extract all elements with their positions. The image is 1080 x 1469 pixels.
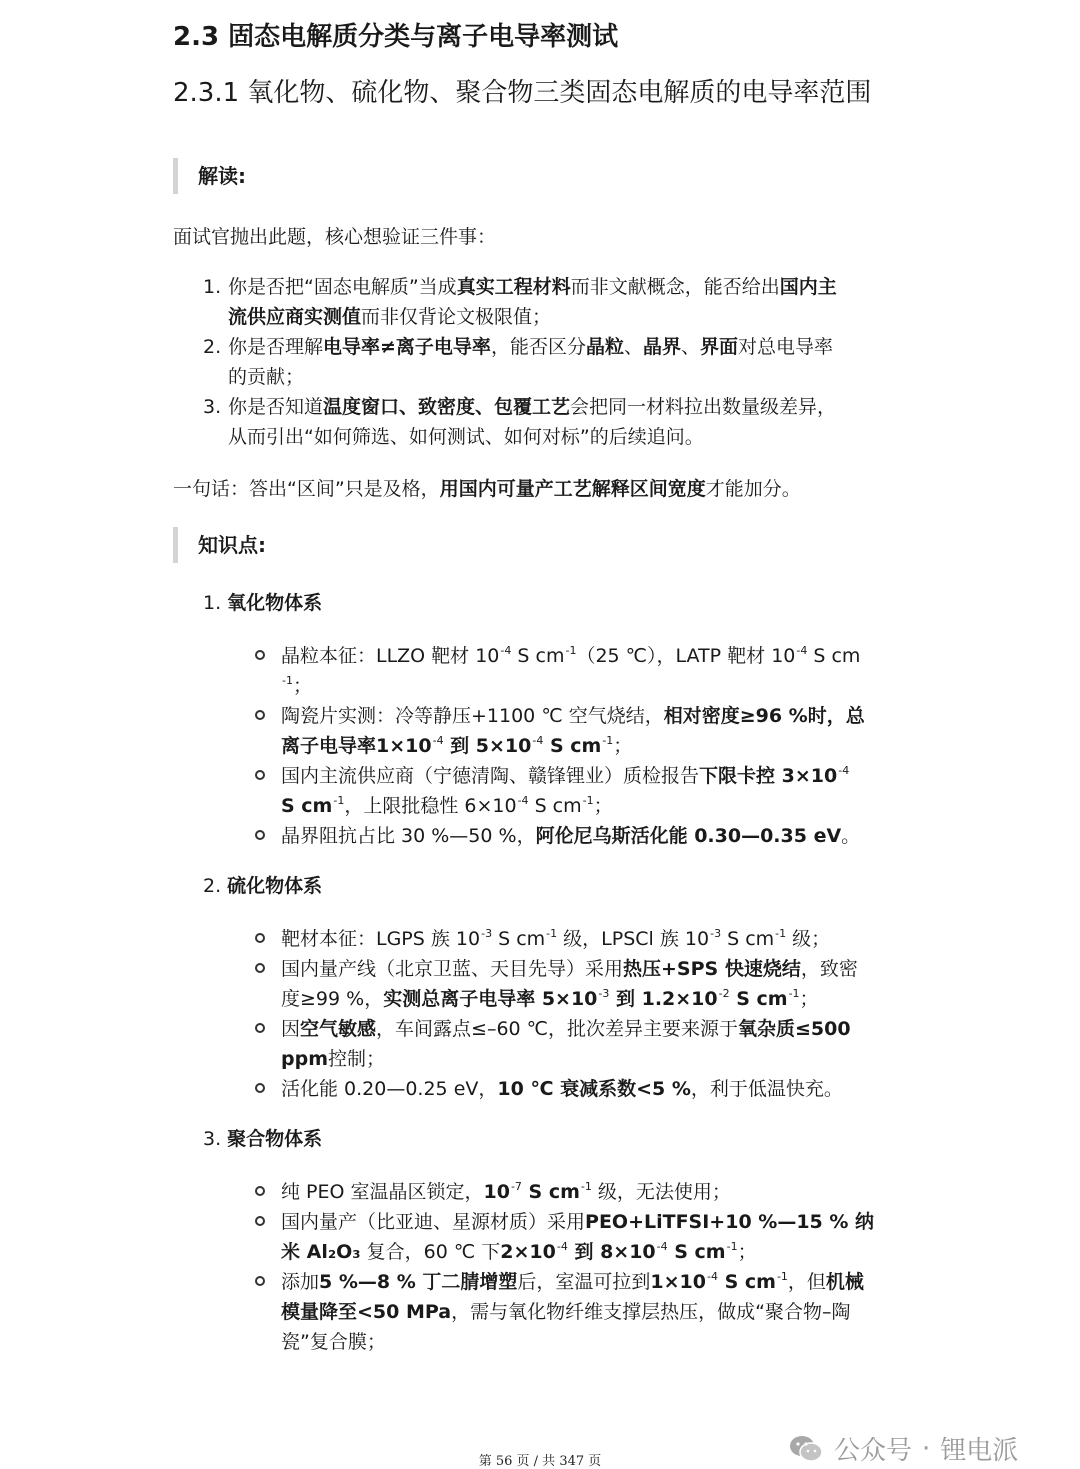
list-item [253, 924, 933, 954]
list-number: 2. [203, 336, 222, 358]
list-number: 1. [203, 276, 222, 298]
bullet-icon [255, 933, 265, 943]
list-text: 晶粒本征：LLZO 靶材 $10^{-4}$ S $cm^{-1}(25$ ℃），LATP 靶材 $10^{-4}$ S cm $^{-1}$； [281, 644, 861, 697]
list-item [253, 761, 933, 821]
section-heading: 2.3 固态电解质分类与离子电导率测试 [173, 22, 619, 52]
list-item [203, 392, 933, 452]
watermark-separator: · [922, 1433, 931, 1464]
watermark-prefix: 公众号 [834, 1436, 913, 1466]
list-item [253, 1267, 933, 1357]
list-item [253, 954, 933, 1014]
intro-paragraph: 面试官抛出此题，核心想验证三件事： [173, 226, 497, 248]
list-text: 你是否知道温度窗口、致密度、包覆工艺会把同一材料拉出数量级差异， 从而引出“如何筛选、如何测试、如何对标”的后续追问。 [228, 396, 837, 448]
bullet-icon [255, 1083, 265, 1093]
interpretation-callout: 解读: [173, 158, 246, 194]
reasons-list [203, 272, 933, 452]
list-item [253, 1207, 933, 1267]
list-text: 你是否把“固态电解质”当成真实工程材料而非文献概念，能否给出国内主 流供应商实测值而非仅背论文极限值； [228, 276, 837, 328]
list-text: 添加5 %—8 % 丁二腈增塑后，室温可拉到$1\times 10^{-4}$ S $cm^{-1}$，但机械 模量降至<50 MPa，需与氧化物纤维支撑层热压，做成“聚合物–陶 瓷”复合膜； [281, 1270, 864, 1353]
list-item [253, 641, 933, 701]
list-text: 靶材本征：LGPS 族 $10^{-3}$ S $cm^{-1}$ 级，LPSCl 族 $10^{-3}$ S $cm^{-1}$ 级； [281, 927, 831, 950]
list-text: 陶瓷片实测：冷等静压+1100 ℃ 空气烧结，相对密度≥96 %时，总 离子电导率$1\times 10^{-4}$ 到 $5\times 10^{-4}$ S $cm^{-1}$； [281, 705, 865, 757]
bullet-icon [255, 1276, 265, 1286]
list-text: 你是否理解电导率≠离子电导率，能否区分晶粒、晶界、界面对总电导率 的贡献； [228, 336, 834, 388]
bullet-icon [255, 1023, 265, 1033]
list-text: 国内主流供应商（宁德清陶、赣锋锂业）质检报告下限卡控 $3\times 10^{-4}$ S $cm^{-1}$，上限批稳性 $6\times 10^{-4}$ S $cm^{-1}$； [281, 764, 850, 817]
oxide-section-title: 1. 氧化物体系 [203, 592, 323, 614]
list-text: 国内量产线（北京卫蓝、天目先导）采用热压+SPS 快速烧结，致密 度≥99 %，实测总离子电导率 $5\times 10^{-3}$ 到 $1.2\times 10^{-2}$ S $cm^{-1}$； [281, 958, 858, 1010]
knowledge-callout: 知识点: [173, 527, 266, 563]
list-item [203, 272, 933, 332]
sulfide-section-title: 2. 硫化物体系 [203, 875, 323, 897]
page-footer: 第 56 页 / 共 347 页 [478, 1454, 602, 1469]
wechat-icon [788, 1434, 824, 1464]
polymer-list [253, 1177, 933, 1357]
bullet-icon [255, 830, 265, 840]
subsection-heading: 2.3.1 氧化物、硫化物、聚合物三类固态电解质的电导率范围 [173, 78, 872, 108]
bullet-icon [255, 963, 265, 973]
watermark-name: 锂电派 [940, 1436, 1019, 1466]
polymer-section-title: 3. 聚合物体系 [203, 1128, 323, 1150]
list-item [203, 332, 933, 392]
list-text: 晶界阻抗占比 30 %—50 %，阿伦尼乌斯活化能 0.30—0.35 eV。 [281, 825, 861, 847]
summary-paragraph: 一句话：答出“区间”只是及格，用国内可量产工艺解释区间宽度才能加分。 [173, 478, 801, 500]
list-item [253, 701, 933, 761]
list-item [253, 1014, 933, 1074]
sulfide-list [253, 924, 933, 1104]
watermark [788, 1430, 1018, 1467]
list-item [253, 821, 933, 851]
bullet-icon [255, 650, 265, 660]
oxide-list [253, 641, 933, 851]
bullet-icon [255, 770, 265, 780]
bullet-icon [255, 710, 265, 720]
list-text: 因空气敏感，车间露点≤–60 ℃，批次差异主要来源于氧杂质≤500 ppm控制； [281, 1018, 851, 1070]
list-text: 纯 PEO 室温晶区锁定，$10^{-7}$ S $cm^{-1}$ 级，无法使用； [281, 1180, 731, 1203]
list-text: 活化能 0.20—0.25 eV，10 ℃ 衰减系数<5 %，利于低温快充。 [281, 1078, 843, 1100]
list-number: 3. [203, 396, 222, 418]
list-text: 国内量产（比亚迪、星源材质）采用PEO+LiTFSI+10 %—15 % 纳 米 Al₂O₃ 复合，60 ℃ 下$2\times 10^{-4}$ 到 $8\times 10^{-4}$ S $cm^{-1}$； [281, 1211, 875, 1263]
bullet-icon [255, 1216, 265, 1226]
list-item [253, 1074, 933, 1104]
list-item [253, 1177, 933, 1207]
bullet-icon [255, 1186, 265, 1196]
